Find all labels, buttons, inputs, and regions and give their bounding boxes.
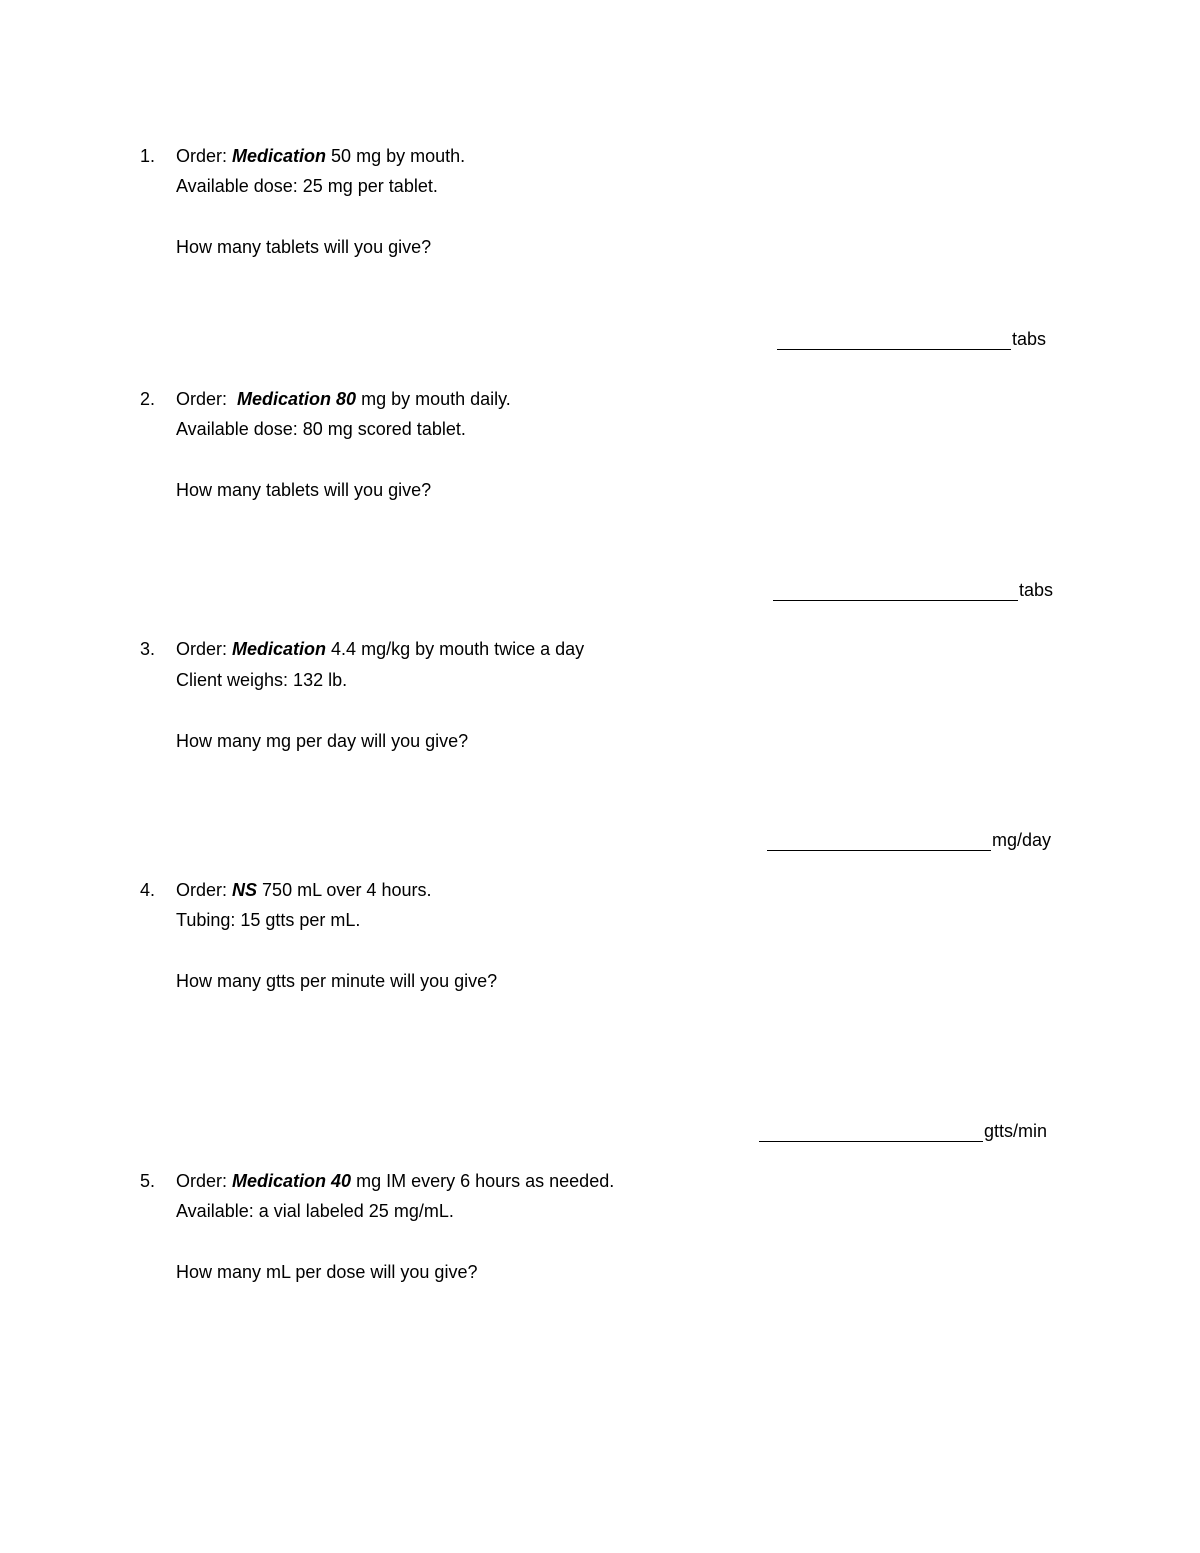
answer-unit: gtts/min bbox=[984, 1121, 1048, 1141]
order-line bbox=[176, 1170, 614, 1192]
order-label: Order: bbox=[176, 146, 228, 166]
order-label: Order: bbox=[176, 1171, 228, 1191]
answer-field[interactable] bbox=[773, 579, 1053, 601]
order-details: mg IM every 6 hours as needed. bbox=[351, 1171, 615, 1191]
answer-field[interactable] bbox=[767, 829, 1051, 851]
order-label: Order: bbox=[176, 880, 228, 900]
info-line: Client weighs: 132 lb. bbox=[176, 670, 348, 690]
order-details: 4.4 mg/kg by mouth twice a day bbox=[326, 639, 585, 659]
answer-field[interactable] bbox=[759, 1120, 1047, 1142]
question-number: 5. bbox=[140, 1171, 156, 1191]
answer-unit: tabs bbox=[1019, 580, 1054, 600]
order-label: Order: bbox=[176, 389, 228, 409]
order-line bbox=[176, 145, 465, 167]
question-text: How many mg per day will you give? bbox=[176, 731, 469, 751]
info-line: Available: a vial labeled 25 mg/mL. bbox=[176, 1201, 454, 1221]
order-details: mg by mouth daily. bbox=[356, 389, 511, 409]
drug-dose: 80 bbox=[331, 389, 357, 409]
answer-blank[interactable] bbox=[777, 331, 1011, 350]
answer-blank[interactable] bbox=[773, 582, 1018, 601]
question-text: How many tablets will you give? bbox=[176, 237, 432, 257]
answer-blank[interactable] bbox=[759, 1123, 983, 1142]
order-details: 750 mL over 4 hours. bbox=[257, 880, 432, 900]
answer-unit: tabs bbox=[1012, 329, 1047, 349]
info-line: Available dose: 80 mg scored tablet. bbox=[176, 419, 466, 439]
drug-dose: 40 bbox=[326, 1171, 352, 1191]
question-number: 1. bbox=[140, 146, 156, 166]
answer-field[interactable] bbox=[777, 328, 1046, 350]
question-number: 4. bbox=[140, 880, 156, 900]
info-line: Tubing: 15 gtts per mL. bbox=[176, 910, 361, 930]
drug-name: Medication bbox=[232, 1171, 327, 1191]
drug-name: Medication bbox=[237, 389, 332, 409]
order-line bbox=[176, 388, 511, 410]
question-number: 2. bbox=[140, 389, 156, 409]
drug-name: NS bbox=[232, 880, 258, 900]
drug-name: Medication bbox=[232, 146, 327, 166]
drug-name: Medication bbox=[232, 639, 327, 659]
order-details: 50 mg by mouth. bbox=[326, 146, 466, 166]
question-number: 3. bbox=[140, 639, 156, 659]
question-text: How many mL per dose will you give? bbox=[176, 1262, 478, 1282]
order-label: Order: bbox=[176, 639, 228, 659]
answer-blank[interactable] bbox=[767, 832, 991, 851]
order-line bbox=[176, 638, 584, 660]
answer-unit: mg/day bbox=[992, 830, 1052, 850]
question-text: How many gtts per minute will you give? bbox=[176, 971, 498, 991]
info-line: Available dose: 25 mg per tablet. bbox=[176, 176, 438, 196]
question-text: How many tablets will you give? bbox=[176, 480, 432, 500]
order-line bbox=[176, 879, 431, 901]
